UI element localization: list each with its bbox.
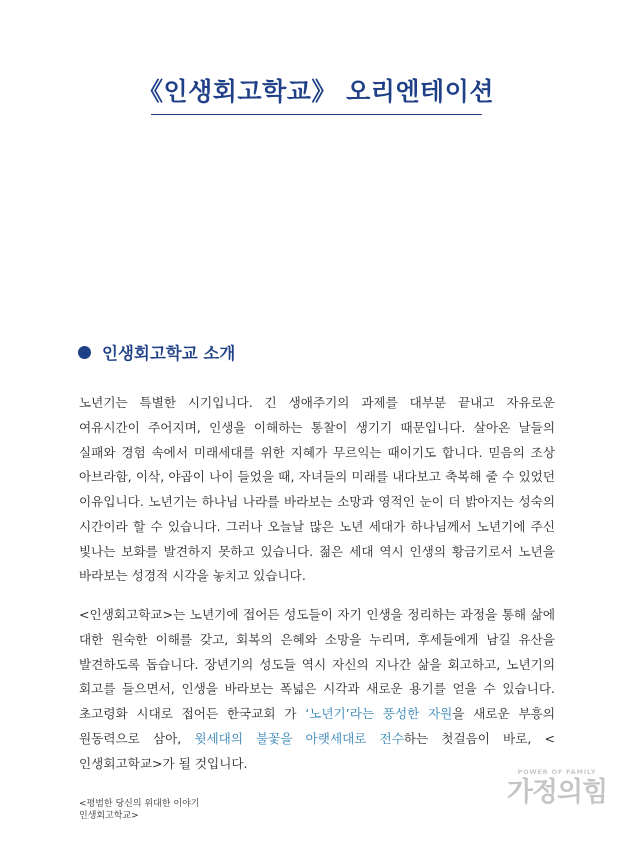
footnote-line: <평범한 당신의 위대한 이야기	[79, 799, 200, 809]
page-title: 《인생회고학교》 오리엔테이션	[137, 77, 494, 106]
highlight-text: 윗세대의 불꽃을 아랫세대로 전수	[194, 730, 404, 746]
footnote	[79, 799, 199, 822]
paragraph-text: 하는 첫걸음이 바로, <인생회고학교>가 될 것입니다.	[79, 730, 556, 771]
section-title: 인생회고학교 소개	[102, 344, 236, 363]
paragraph-text: <인생회고학교>는 노년기에 접어든 성도들이 자기 인생을 정리하는 과정을 통해 삶에 대한 원숙한 이해를 갖고, 회복의 은혜와 소망을 누리며, 후세들에게 남길 유산을 발견하도록 돕습니다. 장년기의 성도들 역시 자신의 지나간 삶을 회고하고, 노년기의 회고를 들으면서, 인생을 바라보는 폭넓은 시각과 새로운 용기를 얻을 수 있습니다. 초고령화 시대로 접어든 한국교회 가	[79, 607, 555, 721]
footnote-line: 인생회고학교>	[79, 810, 139, 821]
highlight-text: ‘노년기’라는 풍성한 자원	[305, 706, 453, 721]
watermark-text: 가정의힘	[506, 777, 608, 808]
intro-paragraph: 노년기는 특별한 시기입니다. 긴 생애주기의 과제를 대부분 끝내고 자유로운 여유시간이 주어지며, 인생을 이해하는 통찰이 생기기 때문입니다. 살아온 날들의 실패와 경험 속에서 미래세대를 위한 지혜가 무르익는 때이기도 합니다. 믿음의 조상 아브라함, 이삭, 야곱이 나이 들었을 때, 자녀들의 미래를 내다보고 축복해 줄 수 있었던 이유입니다. 노년기는 하나님 나라를 바라보는 소망과 영적인 눈이 더 밝아지는 성숙의 시간이라 할 수 있습니다. 그러나 오늘날 많은 노년 세대가 하나님께서 노년기에 주신 빛나는 보화를 발견하지 못하고 있습니다. 젊은 세대 역시 인생의 황금기로서 노년을 바라보는 성경적 시각을 놓치고 있습니다.	[79, 395, 555, 584]
title-underline	[151, 114, 482, 115]
section-heading	[78, 340, 235, 364]
watermark-logo	[498, 768, 616, 810]
paragraph-text: 을 새로운 부흥의 원동력으로 삼아,	[79, 706, 556, 746]
bullet-icon	[78, 346, 91, 359]
watermark-tagline: POWER OF FAMILY	[517, 768, 597, 776]
school-paragraph	[79, 603, 555, 776]
